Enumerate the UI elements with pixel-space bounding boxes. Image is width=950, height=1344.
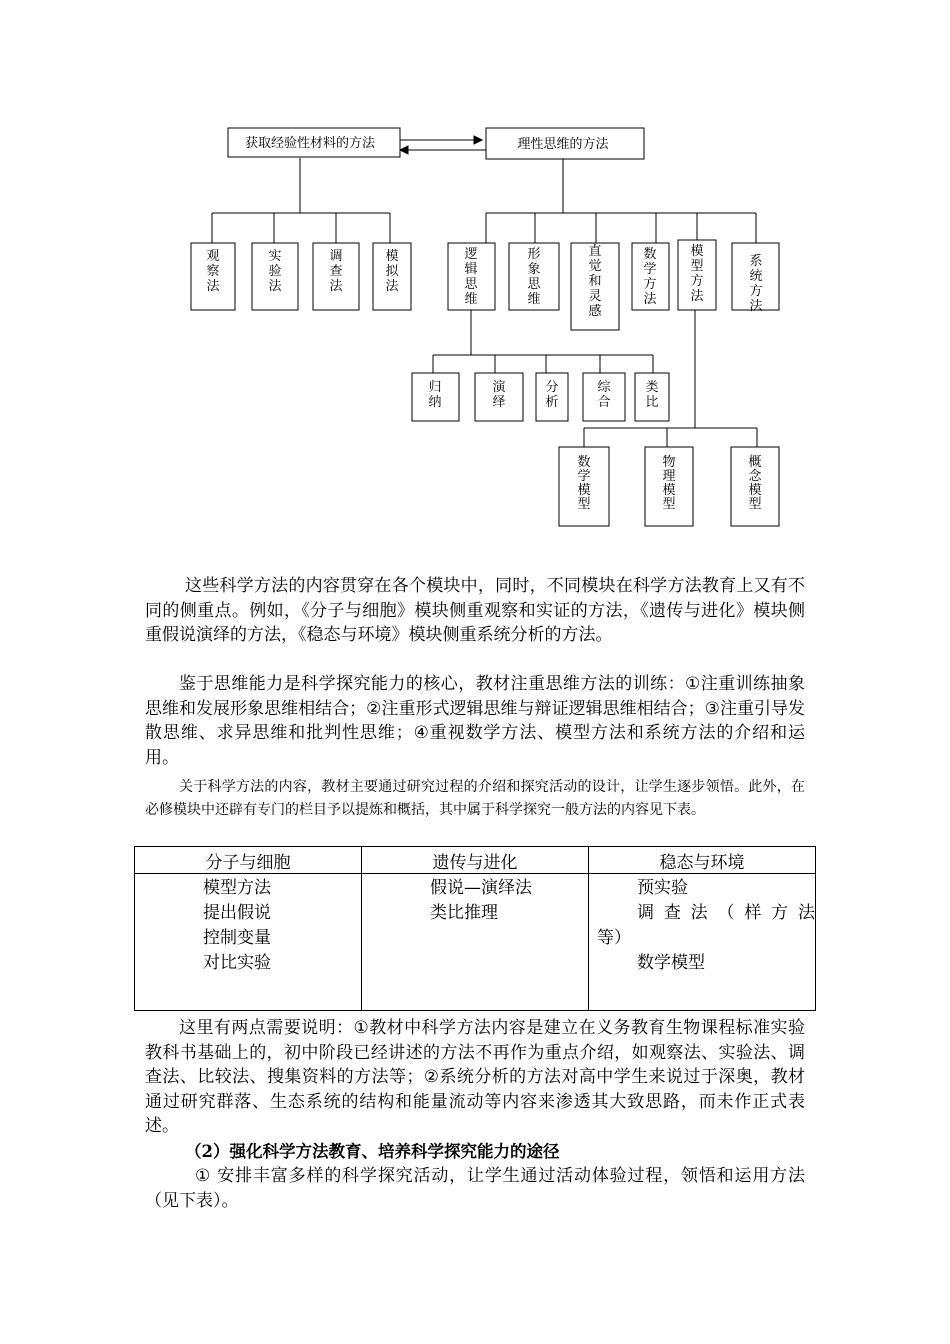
paragraph-module-emphasis: 这些科学方法的内容贯穿在各个模块中，同时，不同模块在科学方法教育上又有不同的侧重点。例如，《分子与细胞》模块侧重观察和实证的方法，《遗传与进化》模块侧重假说演绎的方法，《稳态与环境》模块侧重系统分析的方法。 <box>145 576 805 645</box>
label-rational-methods: 理性思维的方法 <box>517 137 609 152</box>
list-item: 类比推理 <box>430 903 498 923</box>
table-cell <box>135 874 362 1011</box>
label-observation: 观察法 <box>206 249 220 294</box>
label-synthesis: 综合 <box>597 380 611 410</box>
list-item: 模型方法 <box>203 878 271 898</box>
section-heading: （2）强化科学方法教育、培养科学探究能力的途径 <box>185 1142 560 1161</box>
list-item: 等） <box>597 928 631 948</box>
label-intuition: 直觉和灵感 <box>588 244 602 319</box>
table-header-row <box>135 847 816 874</box>
list-item: 假说—演绎法 <box>430 878 532 898</box>
label-deduction: 演绎 <box>492 380 506 410</box>
methods-diagram <box>0 0 950 560</box>
paragraph-inquiry-activities: ① 安排丰富多样的科学探究活动，让学生通过活动体验过程，领悟和运用方法（见下表）。 <box>145 1166 805 1211</box>
table-header-cell: 遗传与进化 <box>362 847 589 874</box>
label-physical-model: 物理模型 <box>662 455 676 512</box>
table-header-cell: 分子与细胞 <box>135 847 362 874</box>
table-header-cell: 稳态与环境 <box>589 847 816 874</box>
table-cell <box>589 874 816 1011</box>
label-concept-model: 概念模型 <box>748 455 762 512</box>
paragraph-method-content: 关于科学方法的内容，教材主要通过研究过程的介绍和探究活动的设计，让学生逐步领悟。此外，在必修模块中还辟有专门的栏目予以提炼和概括，其中属于科学探究一般方法的内容见下表。 <box>145 779 805 818</box>
paragraph-two-notes: 这里有两点需要说明：①教材中科学方法内容是建立在义务教育生物课程标准实验教科书基础上的，初中阶段已经讲述的方法不再作为重点介绍，如观察法、实验法、调查法、比较法、搜集资料的方法等；②系统分析的方法对高中学生来说过于深奥，教材通过研究群落、生态系统的结构和能量流动等内容来渗透其大致思路，而未作正式表述。 <box>145 1018 805 1136</box>
label-math-method: 数学方法 <box>643 247 657 307</box>
label-analogy: 类比 <box>645 380 659 410</box>
label-simulation: 模拟法 <box>385 249 399 294</box>
list-item: 调 查 法 （ 样 方 法 <box>637 903 815 923</box>
methods-table <box>134 846 816 1011</box>
table-row <box>135 874 816 1011</box>
label-model-method: 模型方法 <box>690 244 704 304</box>
label-logic: 逻辑思维 <box>464 247 478 307</box>
label-survey: 调查法 <box>329 249 343 294</box>
label-empirical-methods: 获取经验性材料的方法 <box>244 136 376 151</box>
label-imagery: 形象思维 <box>527 247 541 307</box>
list-item: 提出假说 <box>203 903 271 923</box>
label-analysis: 分析 <box>545 380 559 410</box>
table-cell <box>362 874 589 1011</box>
list-item: 对比实验 <box>203 953 271 973</box>
label-induction: 归纳 <box>428 380 442 410</box>
list-item: 数学模型 <box>637 953 705 973</box>
paragraph-thinking-methods: 鉴于思维能力是科学探究能力的核心，教材注重思维方法的训练：①注重训练抽象思维和发展形象思维相结合；②注重形式逻辑思维与辩证逻辑思维相结合；③注重引导发散思维、求异思维和批判性思维；④重视数学方法、模型方法和系统方法的介绍和运用。 <box>145 674 805 768</box>
list-item: 控制变量 <box>203 928 271 948</box>
list-item: 预实验 <box>637 878 688 898</box>
label-system-method: 系统方法 <box>749 254 763 314</box>
label-math-model: 数学模型 <box>577 455 591 512</box>
label-experiment: 实验法 <box>268 249 282 294</box>
